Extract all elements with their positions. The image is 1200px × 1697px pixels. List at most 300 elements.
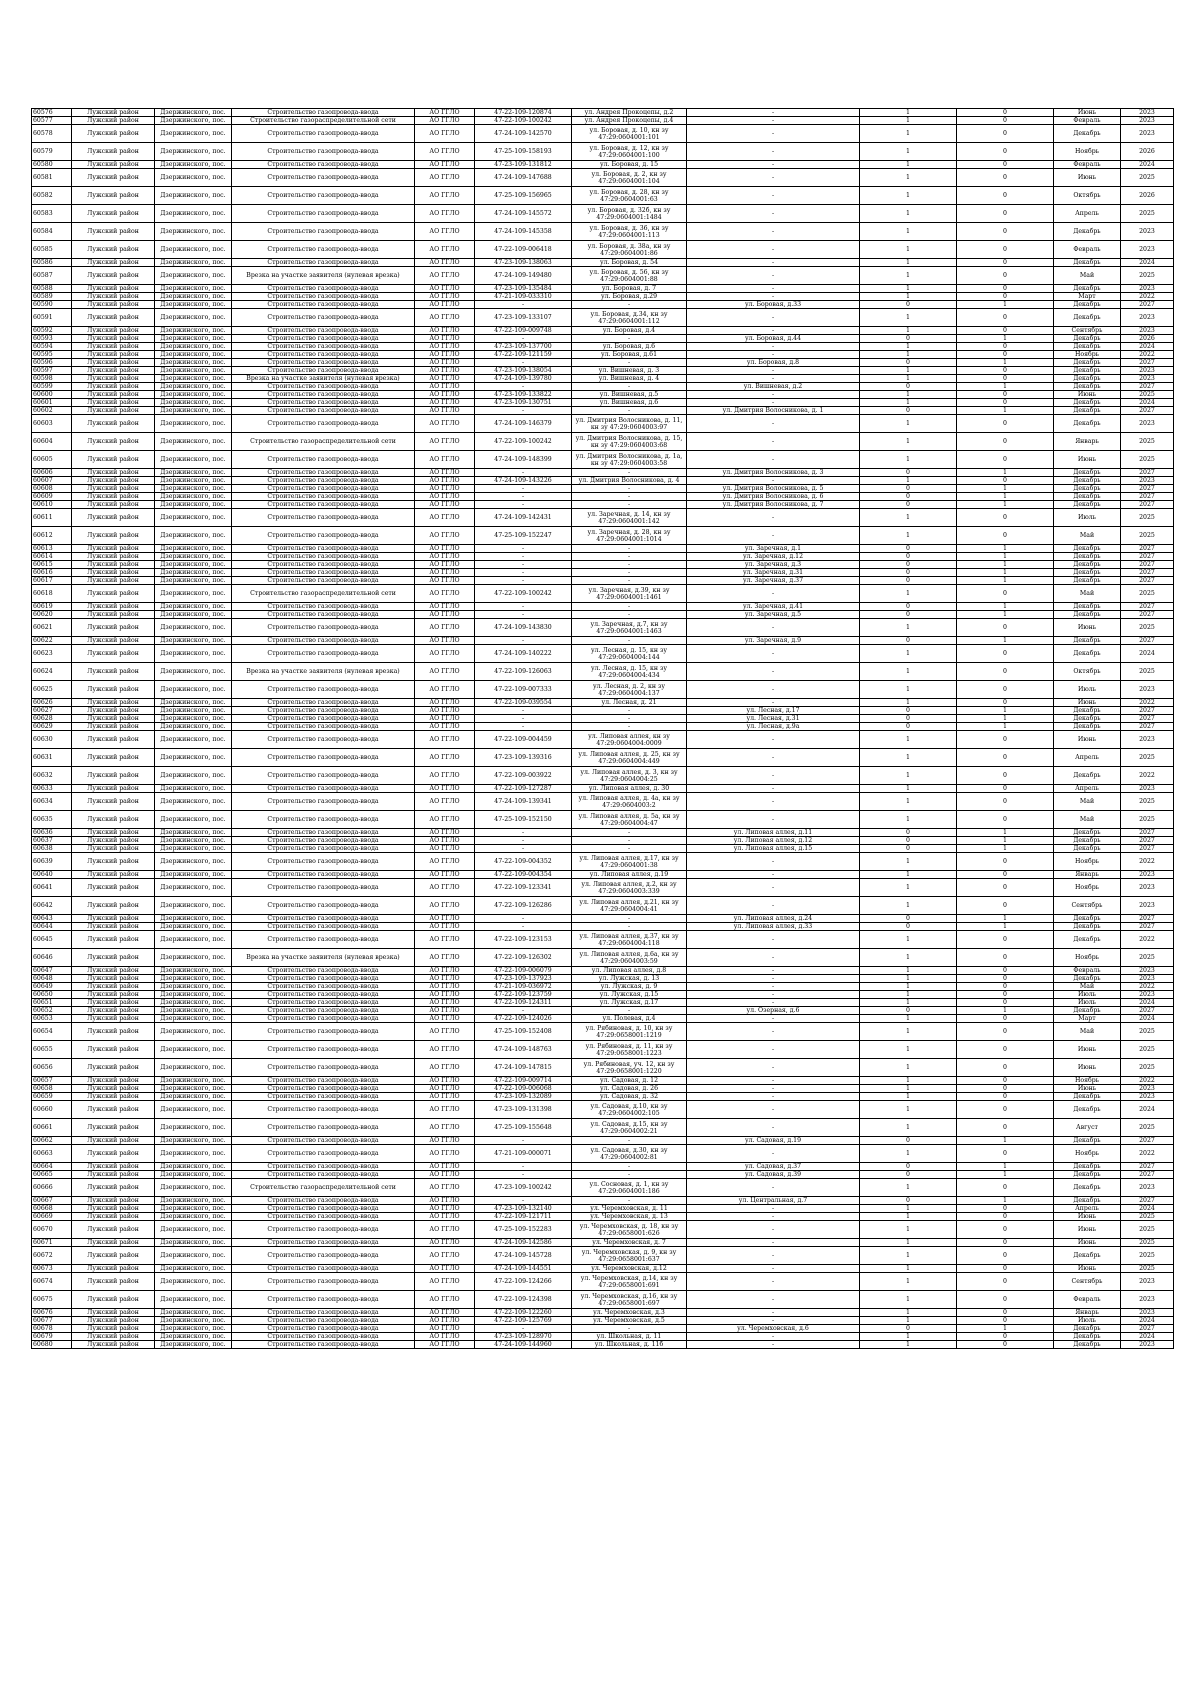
district-cell: Лужский район xyxy=(72,375,155,383)
count-done-cell: 1 xyxy=(860,991,957,999)
address-cell: ул. Лужская, д.17 xyxy=(572,999,687,1007)
district-cell: Лужский район xyxy=(72,293,155,301)
settlement-cell: Дзержинского, пос. xyxy=(155,923,232,931)
count-planned-cell: 0 xyxy=(957,1213,1054,1221)
planned-address-cell: ул. Дмитрия Волосникова, д. 1 xyxy=(687,407,860,415)
district-cell: Лужский район xyxy=(72,125,155,143)
application-code-cell: 47-22-109-123153 xyxy=(475,931,572,949)
work-type-cell: Строительство газопровода-ввода xyxy=(232,1145,415,1163)
count-done-cell: 0 xyxy=(860,637,957,645)
month-cell: Декабрь xyxy=(1054,603,1121,611)
address-cell: ул. Липовая аллея, д.2, кн зу 47:29:0604003:339 xyxy=(572,879,687,897)
district-cell: Лужский район xyxy=(72,117,155,125)
month-cell: Декабрь xyxy=(1054,975,1121,983)
year-cell: 2025 xyxy=(1121,811,1174,829)
year-cell: 2023 xyxy=(1121,731,1174,749)
table-row xyxy=(32,699,1174,707)
work-type-cell: Строительство газопровода-ввода xyxy=(232,1093,415,1101)
planned-address-cell: - xyxy=(687,351,860,359)
row-number-cell: 60580 xyxy=(32,161,72,169)
application-code-cell: 47-24-109-149480 xyxy=(475,267,572,285)
year-cell: 2023 xyxy=(1121,871,1174,879)
settlement-cell: Дзержинского, пос. xyxy=(155,931,232,949)
work-type-cell: Строительство газопровода-ввода xyxy=(232,767,415,785)
organization-cell: АО ГГЛО xyxy=(415,1015,475,1023)
count-planned-cell: 0 xyxy=(957,169,1054,187)
application-code-cell: - xyxy=(475,1137,572,1145)
row-number-cell: 60629 xyxy=(32,723,72,731)
address-cell: ул. Вишневая, д.6 xyxy=(572,399,687,407)
planned-address-cell: - xyxy=(687,619,860,637)
planned-address-cell: - xyxy=(687,1221,860,1239)
settlement-cell: Дзержинского, пос. xyxy=(155,501,232,509)
work-type-cell: Строительство газопровода-ввода xyxy=(232,383,415,391)
year-cell: 2022 xyxy=(1121,293,1174,301)
application-code-cell: 47-24-109-144551 xyxy=(475,1265,572,1273)
year-cell: 2025 xyxy=(1121,585,1174,603)
work-type-cell: Строительство газопровода-ввода xyxy=(232,477,415,485)
month-cell: Май xyxy=(1054,983,1121,991)
count-planned-cell: 0 xyxy=(957,1059,1054,1077)
settlement-cell: Дзержинского, пос. xyxy=(155,527,232,545)
year-cell: 2027 xyxy=(1121,359,1174,367)
year-cell: 2023 xyxy=(1121,1341,1174,1349)
organization-cell: АО ГГЛО xyxy=(415,603,475,611)
organization-cell: АО ГГЛО xyxy=(415,811,475,829)
month-cell: Май xyxy=(1054,267,1121,285)
district-cell: Лужский район xyxy=(72,681,155,699)
year-cell: 2026 xyxy=(1121,143,1174,161)
work-type-cell: Строительство газопровода-ввода xyxy=(232,469,415,477)
row-number-cell: 60673 xyxy=(32,1265,72,1273)
year-cell: 2023 xyxy=(1121,975,1174,983)
address-cell: ул. Садовая, д.10, кн зу 47:29:0604002:105 xyxy=(572,1101,687,1119)
district-cell: Лужский район xyxy=(72,699,155,707)
month-cell: Февраль xyxy=(1054,161,1121,169)
settlement-cell: Дзержинского, пос. xyxy=(155,663,232,681)
settlement-cell: Дзержинского, пос. xyxy=(155,469,232,477)
application-code-cell: 47-22-109-121711 xyxy=(475,1213,572,1221)
document-sheet xyxy=(31,108,1173,1349)
row-number-cell: 60653 xyxy=(32,1015,72,1023)
settlement-cell: Дзержинского, пос. xyxy=(155,845,232,853)
work-type-cell: Строительство газопровода-ввода xyxy=(232,187,415,205)
organization-cell: АО ГГЛО xyxy=(415,1171,475,1179)
count-planned-cell: 0 xyxy=(957,991,1054,999)
planned-address-cell: - xyxy=(687,897,860,915)
planned-address-cell: ул. Заречная, д.1 xyxy=(687,545,860,553)
month-cell: Декабрь xyxy=(1054,829,1121,837)
settlement-cell: Дзержинского, пос. xyxy=(155,125,232,143)
count-done-cell: 1 xyxy=(860,309,957,327)
count-planned-cell: 1 xyxy=(957,715,1054,723)
address-cell: - xyxy=(572,637,687,645)
organization-cell: АО ГГЛО xyxy=(415,1093,475,1101)
year-cell: 2026 xyxy=(1121,335,1174,343)
district-cell: Лужский район xyxy=(72,663,155,681)
count-planned-cell: 1 xyxy=(957,383,1054,391)
address-cell: - xyxy=(572,715,687,723)
organization-cell: АО ГГЛО xyxy=(415,383,475,391)
month-cell: Январь xyxy=(1054,433,1121,451)
count-planned-cell: 0 xyxy=(957,451,1054,469)
work-type-cell: Строительство газопровода-ввода xyxy=(232,897,415,915)
month-cell: Декабрь xyxy=(1054,415,1121,433)
work-type-cell: Строительство газопровода-ввода xyxy=(232,1221,415,1239)
month-cell: Декабрь xyxy=(1054,1197,1121,1205)
application-code-cell: 47-24-109-139341 xyxy=(475,793,572,811)
application-code-cell: 47-25-109-152247 xyxy=(475,527,572,545)
planned-address-cell: - xyxy=(687,259,860,267)
organization-cell: АО ГГЛО xyxy=(415,1137,475,1145)
count-done-cell: 1 xyxy=(860,343,957,351)
district-cell: Лужский район xyxy=(72,1007,155,1015)
organization-cell: АО ГГЛО xyxy=(415,375,475,383)
count-planned-cell: 0 xyxy=(957,125,1054,143)
organization-cell: АО ГГЛО xyxy=(415,915,475,923)
table-row xyxy=(32,1247,1174,1265)
settlement-cell: Дзержинского, пос. xyxy=(155,915,232,923)
organization-cell: АО ГГЛО xyxy=(415,335,475,343)
year-cell: 2023 xyxy=(1121,1309,1174,1317)
month-cell: Декабрь xyxy=(1054,285,1121,293)
planned-address-cell: - xyxy=(687,1085,860,1093)
application-code-cell: 47-22-109-039554 xyxy=(475,699,572,707)
row-number-cell: 60586 xyxy=(32,259,72,267)
district-cell: Лужский район xyxy=(72,161,155,169)
count-planned-cell: 0 xyxy=(957,259,1054,267)
count-done-cell: 1 xyxy=(860,509,957,527)
application-code-cell: 47-24-109-142570 xyxy=(475,125,572,143)
organization-cell: АО ГГЛО xyxy=(415,327,475,335)
organization-cell: АО ГГЛО xyxy=(415,169,475,187)
count-done-cell: 0 xyxy=(860,923,957,931)
row-number-cell: 60664 xyxy=(32,1163,72,1171)
month-cell: Июль xyxy=(1054,999,1121,1007)
settlement-cell: Дзержинского, пос. xyxy=(155,391,232,399)
month-cell: Декабрь xyxy=(1054,493,1121,501)
settlement-cell: Дзержинского, пос. xyxy=(155,1163,232,1171)
count-planned-cell: 0 xyxy=(957,1341,1054,1349)
district-cell: Лужский район xyxy=(72,399,155,407)
count-planned-cell: 0 xyxy=(957,1085,1054,1093)
month-cell: Июнь xyxy=(1054,1239,1121,1247)
year-cell: 2024 xyxy=(1121,161,1174,169)
application-code-cell: 47-22-109-009748 xyxy=(475,327,572,335)
month-cell: Апрель xyxy=(1054,205,1121,223)
application-code-cell: 47-21-109-000071 xyxy=(475,1145,572,1163)
count-done-cell: 0 xyxy=(860,1325,957,1333)
count-planned-cell: 0 xyxy=(957,285,1054,293)
work-type-cell: Строительство газопровода-ввода xyxy=(232,223,415,241)
count-done-cell: 0 xyxy=(860,383,957,391)
row-number-cell: 60603 xyxy=(32,415,72,433)
table-row xyxy=(32,923,1174,931)
month-cell: Декабрь xyxy=(1054,915,1121,923)
settlement-cell: Дзержинского, пос. xyxy=(155,1341,232,1349)
district-cell: Лужский район xyxy=(72,433,155,451)
table-row xyxy=(32,485,1174,493)
application-code-cell: 47-24-109-142431 xyxy=(475,509,572,527)
district-cell: Лужский район xyxy=(72,871,155,879)
count-planned-cell: 0 xyxy=(957,1265,1054,1273)
planned-address-cell: - xyxy=(687,509,860,527)
settlement-cell: Дзержинского, пос. xyxy=(155,109,232,117)
organization-cell: АО ГГЛО xyxy=(415,545,475,553)
year-cell: 2027 xyxy=(1121,923,1174,931)
row-number-cell: 60595 xyxy=(32,351,72,359)
count-planned-cell: 0 xyxy=(957,879,1054,897)
row-number-cell: 60606 xyxy=(32,469,72,477)
organization-cell: АО ГГЛО xyxy=(415,1341,475,1349)
district-cell: Лужский район xyxy=(72,1171,155,1179)
planned-address-cell: ул. Озерная, д.6 xyxy=(687,1007,860,1015)
table-row xyxy=(32,1213,1174,1221)
count-planned-cell: 0 xyxy=(957,663,1054,681)
year-cell: 2025 xyxy=(1121,619,1174,637)
count-planned-cell: 0 xyxy=(957,999,1054,1007)
application-code-cell: 47-24-109-145358 xyxy=(475,223,572,241)
address-cell: - xyxy=(572,1007,687,1015)
count-planned-cell: 0 xyxy=(957,1291,1054,1309)
work-type-cell: Строительство газопровода-ввода xyxy=(232,915,415,923)
application-code-cell: - xyxy=(475,301,572,309)
address-cell: ул. Липовая аллея, д. 5а, кн зу 47:29:0604004:47 xyxy=(572,811,687,829)
application-code-cell: - xyxy=(475,501,572,509)
count-planned-cell: 0 xyxy=(957,267,1054,285)
year-cell: 2023 xyxy=(1121,415,1174,433)
row-number-cell: 60602 xyxy=(32,407,72,415)
work-type-cell: Строительство газопровода-ввода xyxy=(232,785,415,793)
work-type-cell: Строительство газопровода-ввода xyxy=(232,451,415,469)
application-code-cell: - xyxy=(475,561,572,569)
count-planned-cell: 1 xyxy=(957,923,1054,931)
year-cell: 2024 xyxy=(1121,1101,1174,1119)
row-number-cell: 60590 xyxy=(32,301,72,309)
row-number-cell: 60645 xyxy=(32,931,72,949)
count-done-cell: 1 xyxy=(860,1239,957,1247)
month-cell: Сентябрь xyxy=(1054,897,1121,915)
organization-cell: АО ГГЛО xyxy=(415,577,475,585)
application-code-cell: 47-22-109-124398 xyxy=(475,1291,572,1309)
row-number-cell: 60576 xyxy=(32,109,72,117)
year-cell: 2023 xyxy=(1121,109,1174,117)
year-cell: 2025 xyxy=(1121,663,1174,681)
count-done-cell: 1 xyxy=(860,731,957,749)
planned-address-cell: ул. Боровая, д.8 xyxy=(687,359,860,367)
count-planned-cell: 1 xyxy=(957,1325,1054,1333)
count-done-cell: 1 xyxy=(860,241,957,259)
application-code-cell: 47-25-109-156965 xyxy=(475,187,572,205)
district-cell: Лужский район xyxy=(72,645,155,663)
count-planned-cell: 0 xyxy=(957,161,1054,169)
count-done-cell: 1 xyxy=(860,433,957,451)
table-row xyxy=(32,469,1174,477)
organization-cell: АО ГГЛО xyxy=(415,897,475,915)
count-done-cell: 1 xyxy=(860,699,957,707)
year-cell: 2027 xyxy=(1121,553,1174,561)
planned-address-cell: - xyxy=(687,1015,860,1023)
planned-address-cell: - xyxy=(687,1317,860,1325)
count-planned-cell: 1 xyxy=(957,359,1054,367)
address-cell: ул. Липовая аллея, д. 3, кн зу 47:29:0604004:25 xyxy=(572,767,687,785)
month-cell: Декабрь xyxy=(1054,845,1121,853)
address-cell: ул. Садовая, д.15, кн зу 47:29:0604002:21 xyxy=(572,1119,687,1137)
row-number-cell: 60615 xyxy=(32,561,72,569)
work-type-cell: Строительство газопровода-ввода xyxy=(232,1007,415,1015)
settlement-cell: Дзержинского, пос. xyxy=(155,451,232,469)
settlement-cell: Дзержинского, пос. xyxy=(155,1137,232,1145)
work-type-cell: Строительство газопровода-ввода xyxy=(232,1309,415,1317)
year-cell: 2025 xyxy=(1121,1041,1174,1059)
planned-address-cell: ул. Дмитрия Волосникова, д. 6 xyxy=(687,493,860,501)
count-planned-cell: 1 xyxy=(957,637,1054,645)
planned-address-cell: ул. Центральная, д.7 xyxy=(687,1197,860,1205)
count-done-cell: 1 xyxy=(860,1317,957,1325)
count-planned-cell: 1 xyxy=(957,1163,1054,1171)
work-type-cell: Строительство газопровода-ввода xyxy=(232,485,415,493)
count-done-cell: 0 xyxy=(860,611,957,619)
district-cell: Лужский район xyxy=(72,359,155,367)
address-cell: ул. Вишневая, д. 3 xyxy=(572,367,687,375)
row-number-cell: 60607 xyxy=(32,477,72,485)
work-type-cell: Строительство газопровода-ввода xyxy=(232,259,415,267)
application-code-cell: - xyxy=(475,915,572,923)
district-cell: Лужский район xyxy=(72,561,155,569)
application-code-cell: - xyxy=(475,715,572,723)
settlement-cell: Дзержинского, пос. xyxy=(155,309,232,327)
planned-address-cell: - xyxy=(687,433,860,451)
table-row xyxy=(32,367,1174,375)
row-number-cell: 60660 xyxy=(32,1101,72,1119)
year-cell: 2025 xyxy=(1121,749,1174,767)
district-cell: Лужский район xyxy=(72,309,155,327)
organization-cell: АО ГГЛО xyxy=(415,241,475,259)
application-code-cell: 47-23-109-100242 xyxy=(475,1179,572,1197)
work-type-cell: Строительство газопровода-ввода xyxy=(232,975,415,983)
address-cell: ул. Заречная, д.7, кн зу 47:29:0604001:1463 xyxy=(572,619,687,637)
month-cell: Декабрь xyxy=(1054,407,1121,415)
organization-cell: АО ГГЛО xyxy=(415,509,475,527)
count-planned-cell: 1 xyxy=(957,569,1054,577)
work-type-cell: Строительство газопровода-ввода xyxy=(232,1247,415,1265)
planned-address-cell: - xyxy=(687,999,860,1007)
count-done-cell: 1 xyxy=(860,415,957,433)
district-cell: Лужский район xyxy=(72,785,155,793)
count-planned-cell: 1 xyxy=(957,1171,1054,1179)
address-cell: ул. Боровая, д. 15 xyxy=(572,161,687,169)
month-cell: Июнь xyxy=(1054,699,1121,707)
count-planned-cell: 1 xyxy=(957,577,1054,585)
work-type-cell: Строительство газопровода-ввода xyxy=(232,619,415,637)
organization-cell: АО ГГЛО xyxy=(415,399,475,407)
year-cell: 2025 xyxy=(1121,391,1174,399)
year-cell: 2023 xyxy=(1121,897,1174,915)
count-planned-cell: 0 xyxy=(957,1041,1054,1059)
organization-cell: АО ГГЛО xyxy=(415,1101,475,1119)
row-number-cell: 60604 xyxy=(32,433,72,451)
organization-cell: АО ГГЛО xyxy=(415,853,475,871)
row-number-cell: 60610 xyxy=(32,501,72,509)
application-code-cell: 47-23-109-139316 xyxy=(475,749,572,767)
month-cell: Июнь xyxy=(1054,109,1121,117)
table-row xyxy=(32,1059,1174,1077)
count-done-cell: 1 xyxy=(860,1041,957,1059)
work-type-cell: Врезка на участке заявителя (нулевая врезка) xyxy=(232,375,415,383)
planned-address-cell: - xyxy=(687,1145,860,1163)
district-cell: Лужский район xyxy=(72,493,155,501)
settlement-cell: Дзержинского, пос. xyxy=(155,143,232,161)
address-cell: - xyxy=(572,335,687,343)
settlement-cell: Дзержинского, пос. xyxy=(155,477,232,485)
month-cell: Ноябрь xyxy=(1054,879,1121,897)
address-cell: ул. Черемховская, д. 9, кн зу 47:29:0658001:637 xyxy=(572,1247,687,1265)
table-row xyxy=(32,501,1174,509)
count-planned-cell: 0 xyxy=(957,351,1054,359)
row-number-cell: 60612 xyxy=(32,527,72,545)
district-cell: Лужский район xyxy=(72,611,155,619)
planned-address-cell: ул. Дмитрия Волосникова, д. 7 xyxy=(687,501,860,509)
settlement-cell: Дзержинского, пос. xyxy=(155,637,232,645)
organization-cell: АО ГГЛО xyxy=(415,793,475,811)
table-row xyxy=(32,383,1174,391)
count-planned-cell: 1 xyxy=(957,1007,1054,1015)
table-row xyxy=(32,785,1174,793)
application-code-cell: 47-22-109-124311 xyxy=(475,999,572,1007)
count-done-cell: 0 xyxy=(860,485,957,493)
count-done-cell: 1 xyxy=(860,375,957,383)
planned-address-cell: - xyxy=(687,1101,860,1119)
organization-cell: АО ГГЛО xyxy=(415,367,475,375)
month-cell: Декабрь xyxy=(1054,367,1121,375)
application-code-cell: - xyxy=(475,707,572,715)
application-code-cell: 47-22-109-100242 xyxy=(475,433,572,451)
table-row xyxy=(32,1041,1174,1059)
application-code-cell: - xyxy=(475,829,572,837)
year-cell: 2027 xyxy=(1121,723,1174,731)
row-number-cell: 60670 xyxy=(32,1221,72,1239)
district-cell: Лужский район xyxy=(72,983,155,991)
application-code-cell: 47-24-109-143226 xyxy=(475,477,572,485)
month-cell: Декабрь xyxy=(1054,383,1121,391)
address-cell: - xyxy=(572,611,687,619)
address-cell: - xyxy=(572,301,687,309)
district-cell: Лужский район xyxy=(72,501,155,509)
settlement-cell: Дзержинского, пос. xyxy=(155,335,232,343)
count-done-cell: 1 xyxy=(860,1265,957,1273)
address-cell: ул. Рябиновая, д. 10, кн зу 47:29:0658001:1219 xyxy=(572,1023,687,1041)
month-cell: Февраль xyxy=(1054,117,1121,125)
address-cell: ул. Черемховская, д.3 xyxy=(572,1309,687,1317)
planned-address-cell: - xyxy=(687,527,860,545)
settlement-cell: Дзержинского, пос. xyxy=(155,569,232,577)
work-type-cell: Строительство газопровода-ввода xyxy=(232,343,415,351)
address-cell: ул. Боровая, д.34, кн зу 47:29:0604001:112 xyxy=(572,309,687,327)
settlement-cell: Дзержинского, пос. xyxy=(155,1059,232,1077)
work-type-cell: Строительство газораспределительной сети xyxy=(232,433,415,451)
work-type-cell: Строительство газопровода-ввода xyxy=(232,351,415,359)
table-row xyxy=(32,931,1174,949)
month-cell: Декабрь xyxy=(1054,399,1121,407)
count-planned-cell: 1 xyxy=(957,493,1054,501)
planned-address-cell: - xyxy=(687,293,860,301)
month-cell: Февраль xyxy=(1054,241,1121,259)
organization-cell: АО ГГЛО xyxy=(415,681,475,699)
application-code-cell: 47-24-109-142586 xyxy=(475,1239,572,1247)
table-row xyxy=(32,967,1174,975)
work-type-cell: Строительство газопровода-ввода xyxy=(232,527,415,545)
count-planned-cell: 1 xyxy=(957,915,1054,923)
